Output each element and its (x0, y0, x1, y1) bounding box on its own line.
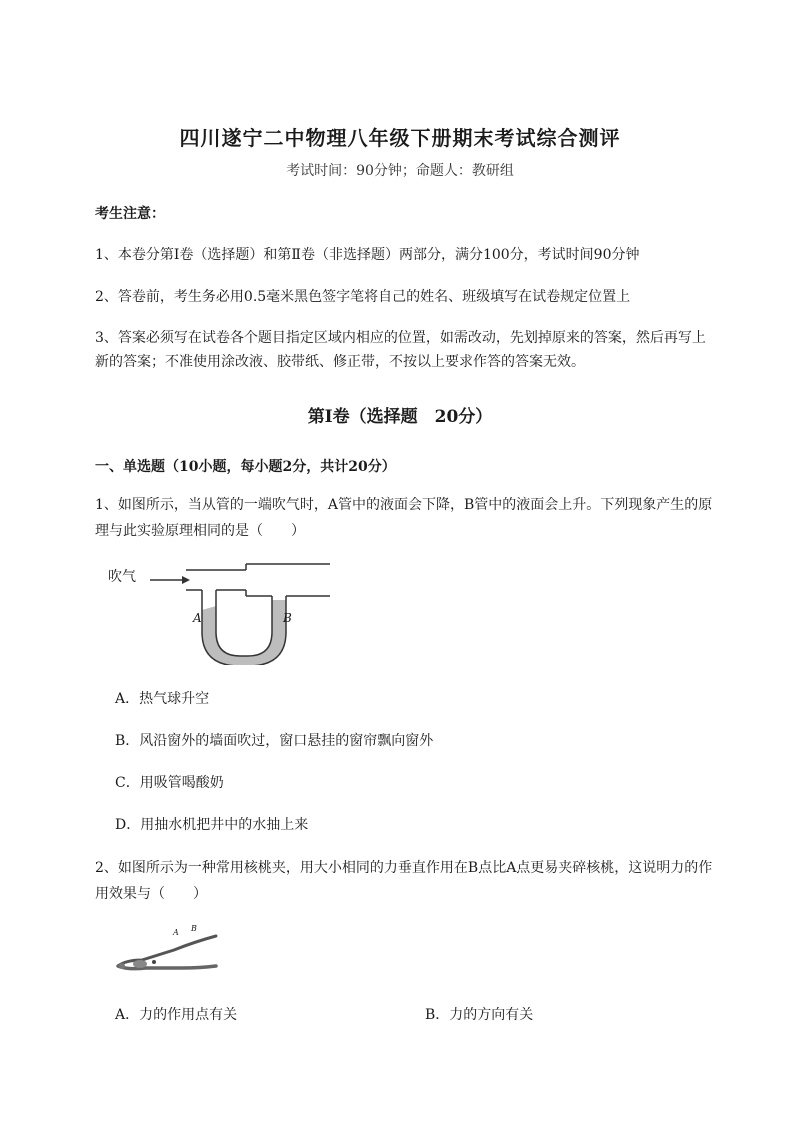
nutcracker-b-label: B (191, 924, 197, 933)
nutcracker-a-label: A (173, 928, 179, 937)
notice-item-3: 3、答案必须写在试卷各个题目指定区域内相应的位置，如需改动，先划掉原来的答案，然后再写上新的答案；不准使用涂改液、胶带纸、修正带，不按以上要求作答的答案无效。 (95, 330, 706, 370)
question-2-option-a[interactable]: A．力的作用点有关 (115, 1007, 238, 1023)
tube-a-label: A (193, 611, 202, 625)
exam-info: 考试时间：90分钟；命题人：教研组 (286, 163, 514, 179)
notice-item-2: 2、答卷前，考生务必用0.5毫米黑色签字笔将自己的姓名、班级填写在试卷规定位置上 (95, 289, 631, 305)
notice-heading: 考生注意： (95, 206, 165, 222)
question-1-option-b[interactable]: B．风沿窗外的墙面吹过，窗口悬挂的窗帘飘向窗外 (115, 733, 434, 749)
u-tube-figure (108, 560, 348, 665)
section-title: 第I卷（选择题 20分） (307, 407, 493, 427)
page-title: 四川遂宁二中物理八年级下册期末考试综合测评 (179, 126, 621, 150)
blow-label: 吹气 (108, 569, 136, 585)
tube-b-label: B (283, 611, 292, 625)
nutcracker-figure (112, 930, 222, 975)
part-heading: 一、单选题（10小题，每小题2分，共计20分） (95, 459, 396, 475)
notice-item-1: 1、本卷分第I卷（选择题）和第Ⅱ卷（非选择题）两部分，满分100分，考试时间90分钟 (95, 247, 640, 263)
question-2-stem: 2、如图所示为一种常用核桃夹，用大小相同的力垂直作用在B点比A点更易夹碎核桃，这说明力的作用效果与（ ） (95, 860, 713, 902)
question-1-option-a[interactable]: A．热气球升空 (115, 691, 210, 707)
question-2-option-b[interactable]: B．力的方向有关 (425, 1007, 534, 1023)
question-1-stem: 1、如图所示，当从管的一端吹气时，A管中的液面会下降，B管中的液面会上升。下列现象产生的原理与此实验原理相同的是（ ） (95, 497, 713, 539)
question-1-option-c[interactable]: C．用吸管喝酸奶 (115, 775, 224, 791)
question-1-option-d[interactable]: D．用抽水机把井中的水抽上来 (115, 817, 309, 833)
